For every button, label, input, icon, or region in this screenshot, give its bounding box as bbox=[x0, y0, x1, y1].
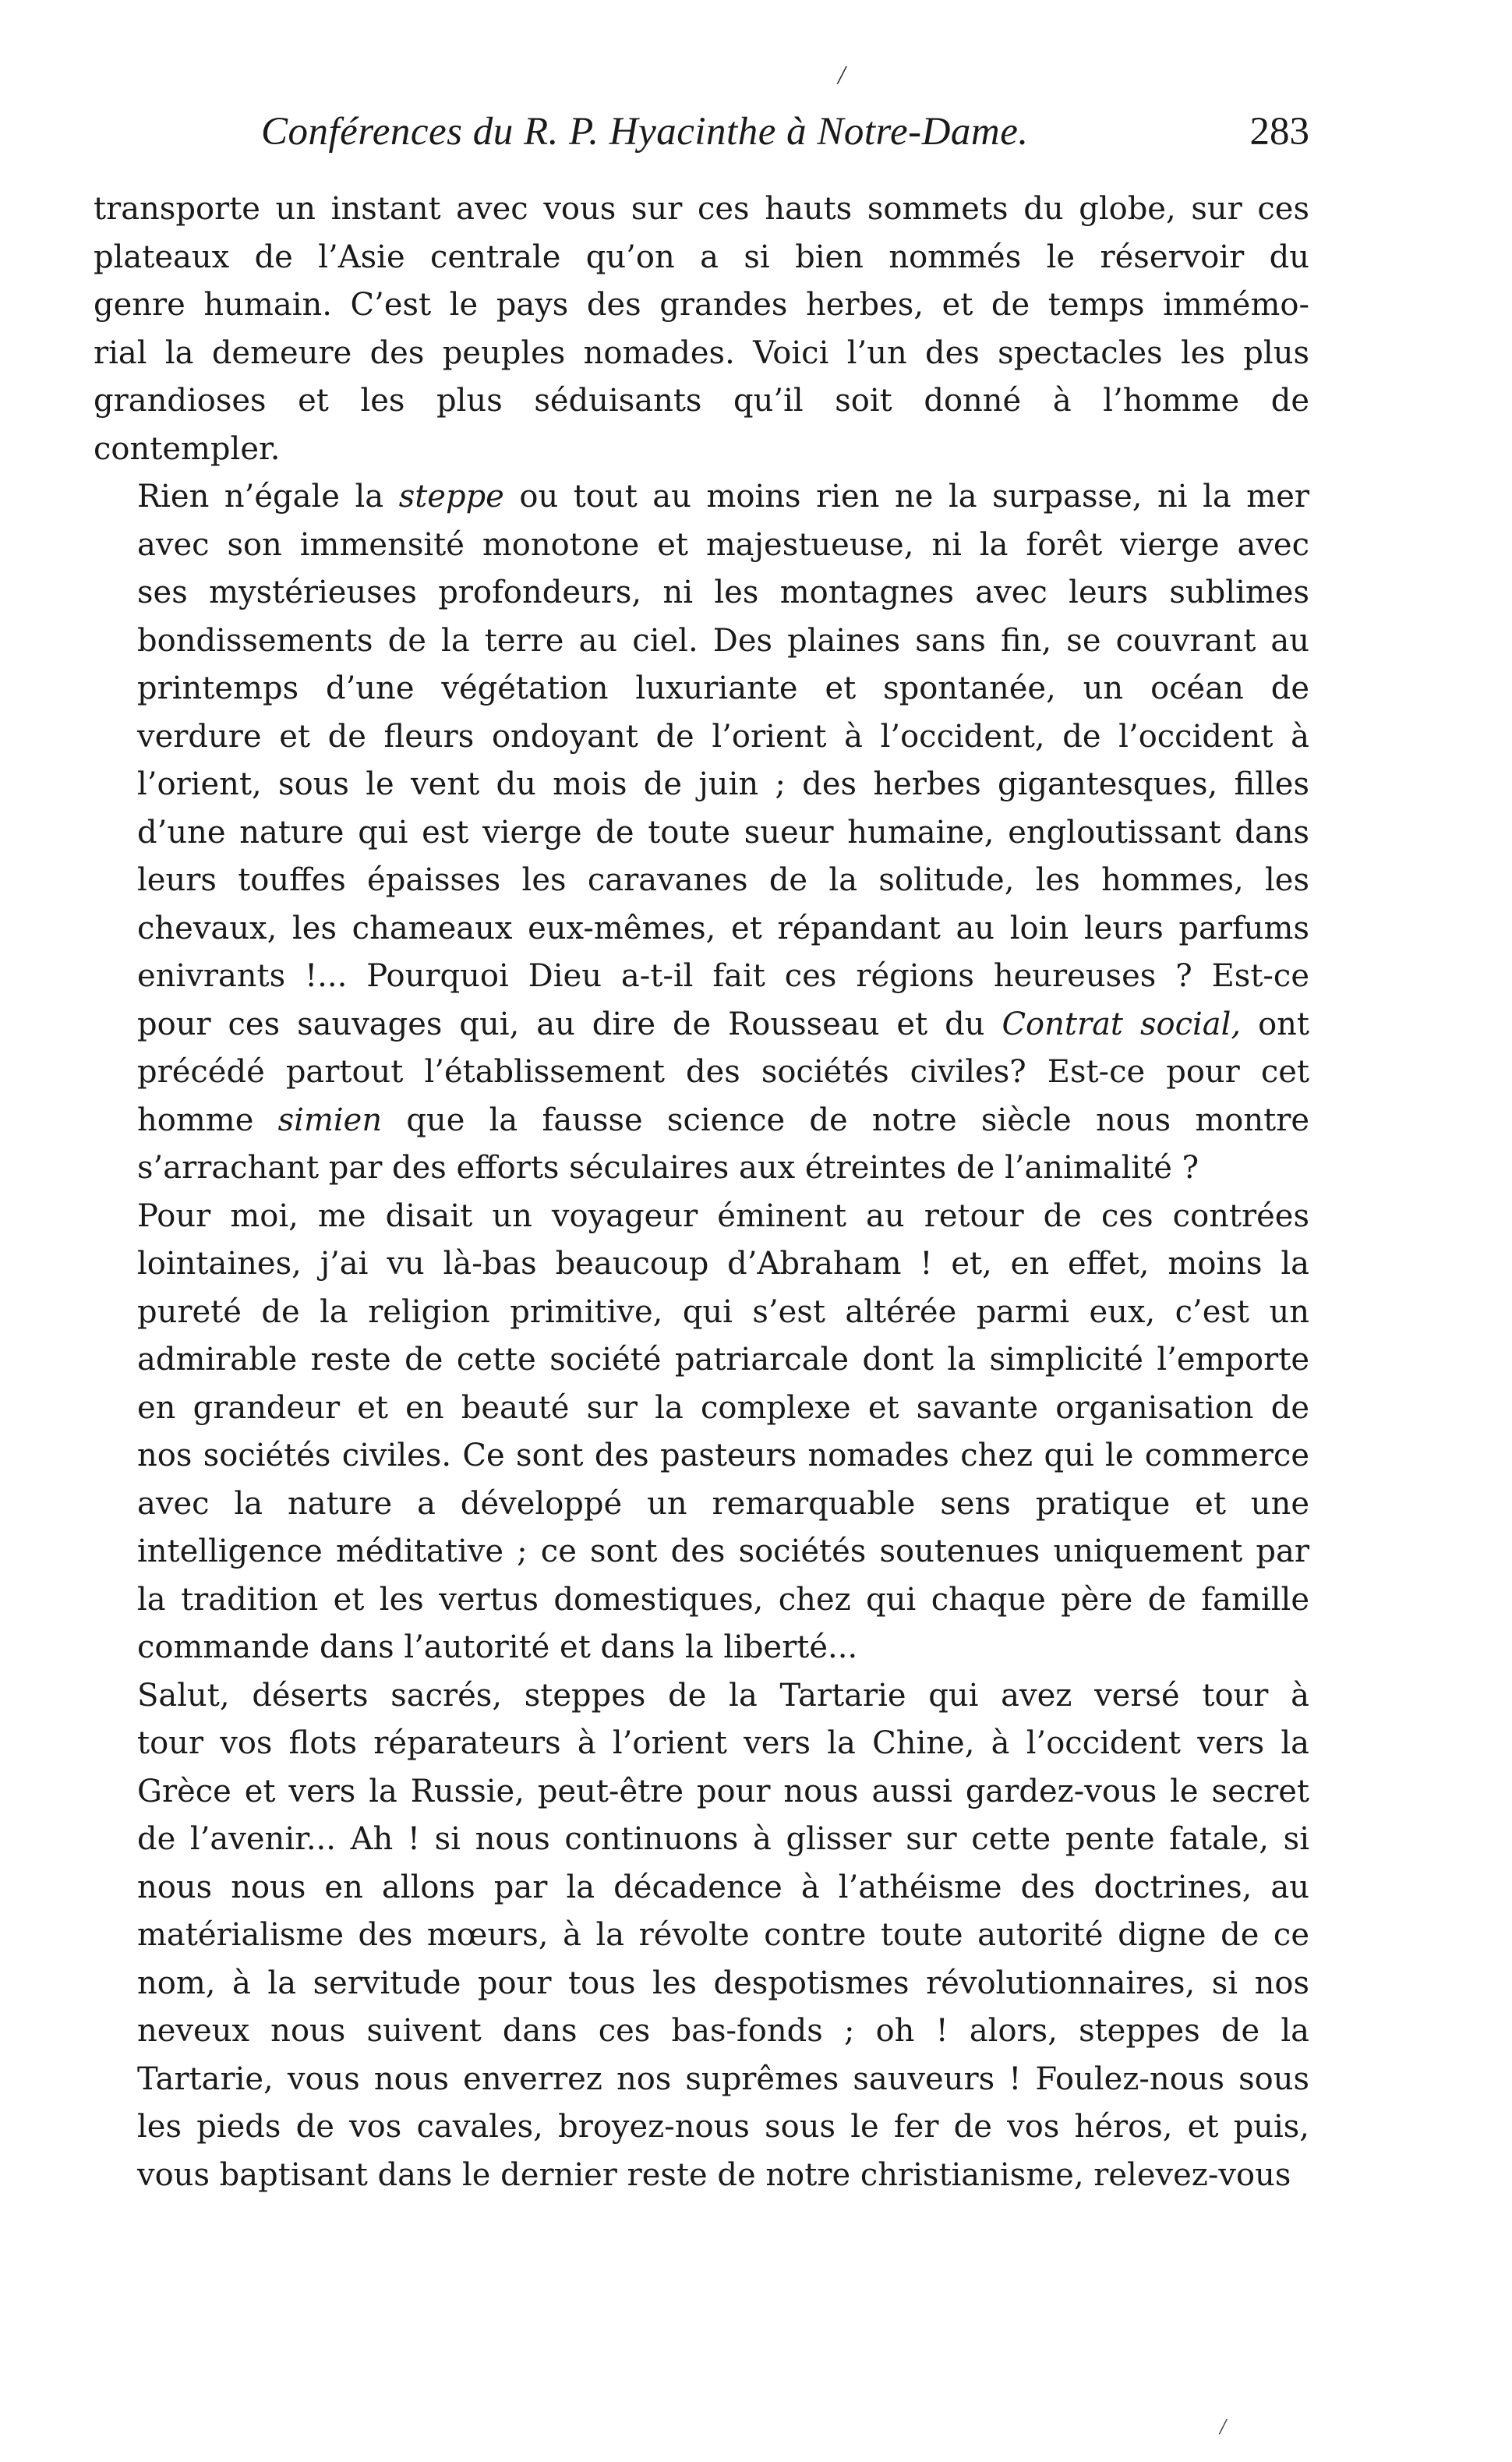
body-text bbox=[94, 186, 1309, 2199]
text-line: nom, à la servitude pour tous les despotismes révolutionnaires, si nos bbox=[137, 1965, 1309, 2001]
text-line: transporte un instant avec vous sur ces hauts sommets du globe, sur ces bbox=[94, 191, 1309, 227]
text-line: nos sociétés civiles. Ce sont des pasteurs nomades chez qui le commerce bbox=[137, 1438, 1309, 1473]
text-line: avec son immensité monotone et majestueuse, ni la forêt vierge avec bbox=[137, 526, 1309, 563]
text-line: précédé partout l’établissement des sociétés civiles? Est-ce pour cet bbox=[137, 1054, 1309, 1090]
text-line: pureté de la religion primitive, qui s’est altérée parmi eux, c’est un bbox=[137, 1293, 1309, 1330]
text-line: l’orient, sous le vent du mois de juin ; des herbes gigantesques, filles bbox=[137, 766, 1309, 802]
page-number: 283 bbox=[1249, 110, 1309, 154]
text-segment: ont bbox=[1241, 1006, 1309, 1042]
text-line: ses mystérieuses profondeurs, ni les montagnes avec leurs sublimes bbox=[137, 575, 1309, 610]
text-line bbox=[94, 1097, 1309, 1145]
text-line: avec la nature a développé un remarquable sens pratique et une bbox=[137, 1485, 1309, 1522]
text-line: vous baptisant dans le dernier reste de notre christianisme, relevez-vous bbox=[137, 2156, 1291, 2193]
text-line: admirable reste de cette société patriarcale dont la simplicité l’emporte bbox=[137, 1342, 1309, 1378]
text-line: commande dans l’autorité et dans la liberté... bbox=[137, 1629, 858, 1665]
paragraph bbox=[94, 186, 1309, 473]
text-segment: ou tout au moins rien ne la surpasse, ni la mer bbox=[503, 479, 1309, 515]
text-line: tour vos flots réparateurs à l’orient vers la Chine, à l’occident vers la bbox=[137, 1725, 1309, 1761]
text-line: enivrants !... Pourquoi Dieu a-t-il fait ces régions heureuses ? Est-ce bbox=[137, 958, 1309, 994]
text-line: verdure et de fleurs ondoyant de l’orient à l’occident, de l’occident à bbox=[137, 718, 1309, 755]
text-line: genre humain. C’est le pays des grandes herbes, et de temps immémo- bbox=[94, 287, 1309, 323]
text-line: bondissements de la terre au ciel. Des plaines sans fin, se couvrant au bbox=[137, 622, 1309, 659]
text-line: matérialisme des mœurs, à la révolte contre toute autorité digne de ce bbox=[137, 1917, 1309, 1953]
text-line: Pour moi, me disait un voyageur éminent au retour de ces contrées bbox=[137, 1197, 1309, 1234]
italic-word: simien bbox=[277, 1102, 383, 1138]
text-line: les pieds de vos cavales, broyez-nous sous le fer de vos héros, et puis, bbox=[137, 2109, 1309, 2145]
text-line bbox=[94, 1001, 1309, 1049]
italic-word: Contrat social, bbox=[1002, 1006, 1242, 1042]
text-segment: Rien n’égale la bbox=[137, 479, 399, 515]
text-line: intelligence méditative ; ce sont des sociétés soutenues uniquement par bbox=[137, 1533, 1309, 1569]
paragraph bbox=[94, 1193, 1309, 1672]
text-segment: pour ces sauvages qui, au dire de Rousseau et du bbox=[137, 1006, 1002, 1042]
text-segment: homme bbox=[137, 1102, 278, 1138]
text-line: rial la demeure des peuples nomades. Voici l’un des spectacles les plus bbox=[94, 334, 1309, 371]
text-line: neveux nous suivent dans ces bas-fonds ; oh ! alors, steppes de la bbox=[137, 2013, 1309, 2049]
text-line: en grandeur et en beauté sur la complexe et savante organisation de bbox=[137, 1389, 1309, 1426]
top-stray-mark: / bbox=[838, 61, 846, 90]
book-page bbox=[94, 109, 1309, 2199]
text-line: printemps d’une végétation luxuriante et spontanée, un océan de bbox=[137, 670, 1309, 706]
text-line: Salut, déserts sacrés, steppes de la Tartarie qui avez versé tour à bbox=[137, 1677, 1309, 1714]
text-line: d’une nature qui est vierge de toute sueur humaine, engloutissant dans bbox=[137, 814, 1309, 851]
text-line: nous nous en allons par la décadence à l’athéisme des doctrines, au bbox=[137, 1869, 1309, 1905]
text-segment: que la fausse science de notre siècle nous montre bbox=[382, 1102, 1309, 1138]
paragraph bbox=[94, 1672, 1309, 2200]
text-line: plateaux de l’Asie centrale qu’on a si bien nommés le réservoir du bbox=[94, 239, 1309, 275]
text-line: chevaux, les chameaux eux-mêmes, et répandant au loin leurs parfums bbox=[137, 910, 1309, 946]
running-head bbox=[94, 109, 1309, 164]
italic-word: steppe bbox=[398, 479, 504, 515]
bottom-stray-mark: / bbox=[1220, 2415, 1226, 2439]
text-line: la tradition et les vertus domestiques, chez qui chaque père de famille bbox=[137, 1581, 1309, 1618]
text-line: lointaines, j’ai vu là-bas beaucoup d’Abraham ! et, en effet, moins la bbox=[137, 1246, 1309, 1282]
text-line: grandioses et les plus séduisants qu’il soit donné à l’homme de bbox=[94, 383, 1309, 419]
text-line: de l’avenir... Ah ! si nous continuons à glisser sur cette pente fatale, si bbox=[137, 1821, 1309, 1857]
text-line: Tartarie, vous nous enverrez nos suprêmes sauveurs ! Foulez-nous sous bbox=[137, 2061, 1309, 2097]
paragraph bbox=[94, 473, 1309, 1193]
text-line bbox=[94, 473, 1309, 522]
text-line: contempler. bbox=[94, 430, 281, 467]
text-line: s’arrachant par des efforts séculaires aux étreintes de l’animalité ? bbox=[137, 1150, 1199, 1186]
text-line: Grèce et vers la Russie, peut-être pour nous aussi gardez-vous le secret bbox=[137, 1773, 1309, 1809]
running-title: Conférences du R. P. Hyacinthe à Notre-Dame. bbox=[261, 110, 1029, 154]
text-line: leurs touffes épaisses les caravanes de la solitude, les hommes, les bbox=[137, 862, 1309, 898]
